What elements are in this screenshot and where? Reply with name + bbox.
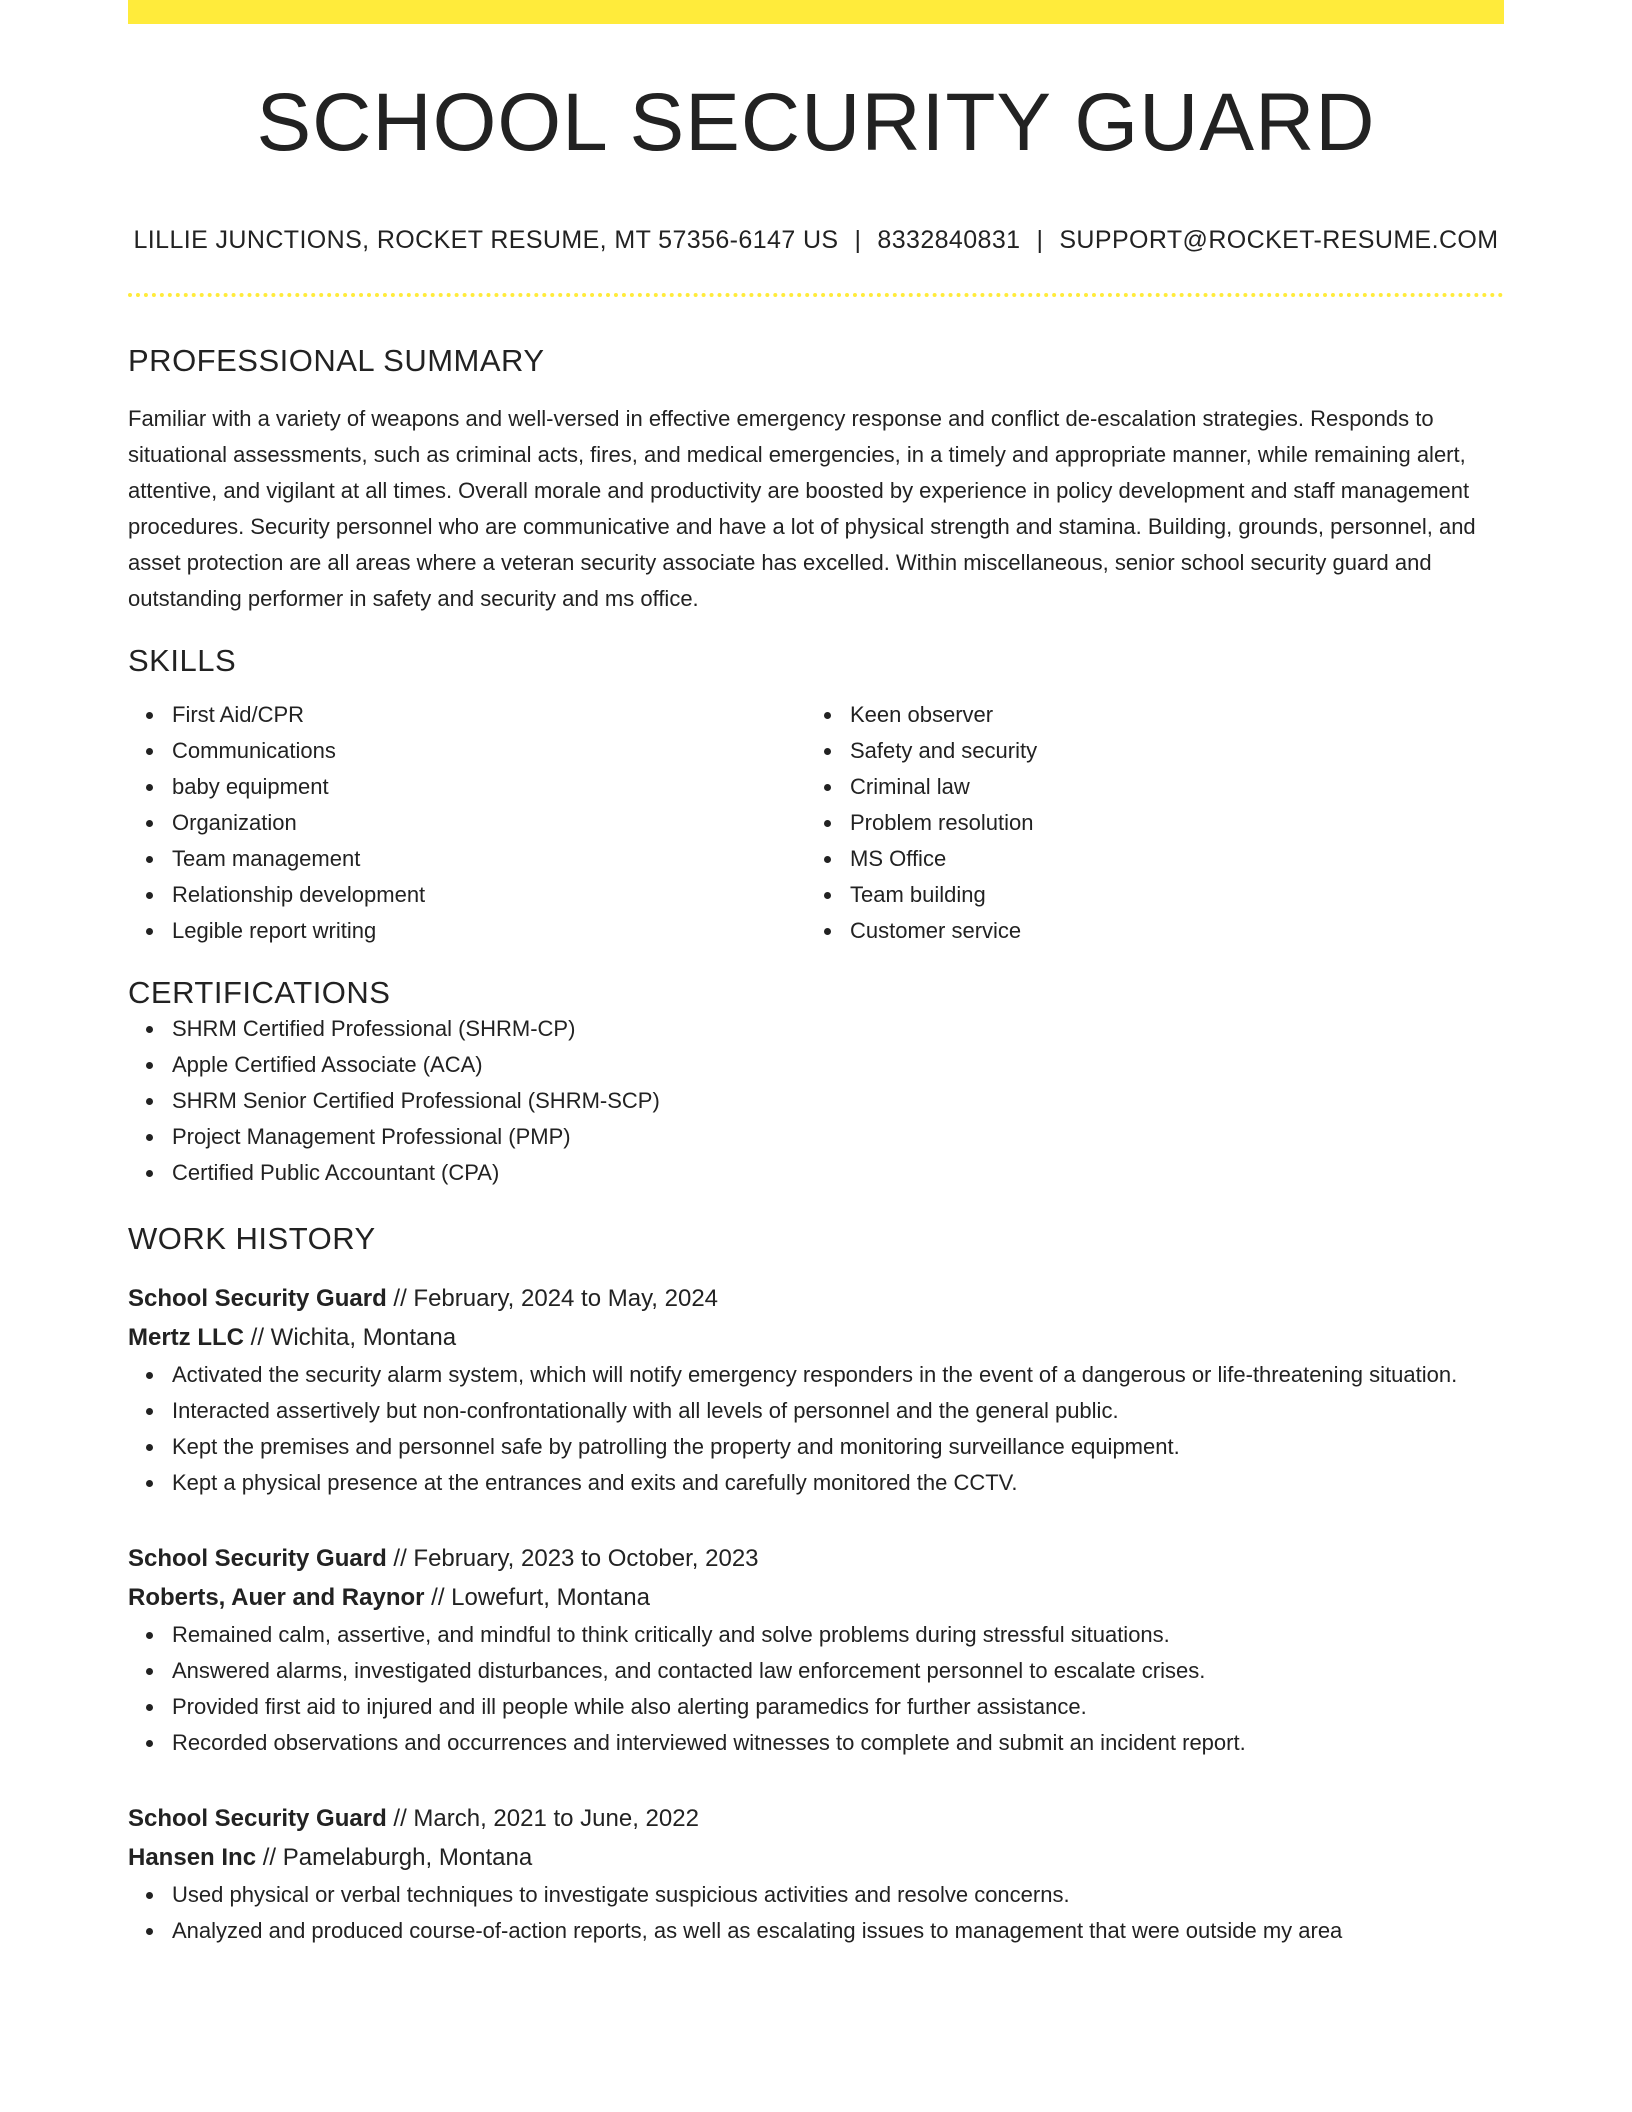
contact-email: SUPPORT@ROCKET-RESUME.COM [1059,226,1499,254]
job-dates: // February, 2023 to October, 2023 [393,1545,759,1572]
job-duty-item: Used physical or verbal techniques to investigate suspicious activities and resolve concerns. [172,1877,1504,1913]
job-company-line [128,1578,1504,1617]
skills-column-left [128,697,806,949]
job-company: Hansen Inc [128,1844,257,1871]
contact-address: LILLIE JUNCTIONS, ROCKET RESUME, MT 57356-6147 US [133,226,839,254]
certifications-list [128,1011,1504,1191]
job-duty-item: Kept the premises and personnel safe by patrolling the property and monitoring surveillance equipment. [172,1429,1504,1465]
contact-separator: | [854,226,862,254]
job-company: Mertz LLC [128,1324,244,1351]
job-location: // Pamelaburgh, Montana [262,1844,533,1871]
job-location: // Lowefurt, Montana [431,1584,650,1611]
job-dates: // March, 2021 to June, 2022 [393,1805,699,1832]
summary-heading: PROFESSIONAL SUMMARY [128,343,545,378]
skills-list-left [128,697,806,949]
job-duties-list [128,1617,1504,1761]
job-title: School Security Guard [128,1285,387,1312]
skill-item: Team management [172,841,806,877]
job-entry [128,1539,1504,1761]
certification-item: Certified Public Accountant (CPA) [172,1155,1504,1191]
job-duty-item: Provided first aid to injured and ill people while also alerting paramedics for further assistance. [172,1689,1504,1725]
job-entry [128,1279,1504,1501]
skill-item: Criminal law [850,769,1484,805]
job-duty-item: Answered alarms, investigated disturbances, and contacted law enforcement personnel to escalate crises. [172,1653,1504,1689]
skill-item: Communications [172,733,806,769]
job-dates: // February, 2024 to May, 2024 [393,1285,719,1312]
certification-item: Apple Certified Associate (ACA) [172,1047,1504,1083]
skill-item: baby equipment [172,769,806,805]
skill-item: Organization [172,805,806,841]
job-title-line [128,1799,1504,1838]
work-history-heading: WORK HISTORY [128,1221,376,1256]
resume-page [128,0,1504,1949]
skill-item: Legible report writing [172,913,806,949]
skills-heading: SKILLS [128,643,237,678]
certifications-heading: CERTIFICATIONS [128,975,391,1010]
job-location: // Wichita, Montana [250,1324,457,1351]
resume-title: SCHOOL SECURITY GUARD [256,77,1376,168]
skills-grid [128,697,1504,949]
contact-separator: | [1036,226,1044,254]
job-entry [128,1799,1504,1949]
skill-item: MS Office [850,841,1484,877]
certification-item: SHRM Senior Certified Professional (SHRM-SCP) [172,1083,1504,1119]
skill-item: Customer service [850,913,1484,949]
contact-line [128,226,1504,255]
skills-column-right [806,697,1484,949]
job-duty-item: Analyzed and produced course-of-action reports, as well as escalating issues to management that were outside my area [172,1913,1504,1949]
skill-item: First Aid/CPR [172,697,806,733]
skill-item: Keen observer [850,697,1484,733]
job-title-line [128,1279,1504,1318]
accent-top-bar [128,0,1504,24]
job-title-line [128,1539,1504,1578]
job-duty-item: Activated the security alarm system, which will notify emergency responders in the event of a dangerous or life-threatening situation. [172,1357,1504,1393]
job-title: School Security Guard [128,1805,387,1832]
job-duty-item: Kept a physical presence at the entrances and exits and carefully monitored the CCTV. [172,1465,1504,1501]
dotted-divider [128,293,1504,297]
job-duty-item: Remained calm, assertive, and mindful to think critically and solve problems during stressful situations. [172,1617,1504,1653]
contact-phone: 8332840831 [877,226,1021,254]
job-company-line [128,1318,1504,1357]
skill-item: Problem resolution [850,805,1484,841]
job-duty-item: Recorded observations and occurrences and interviewed witnesses to complete and submit an incident report. [172,1725,1504,1761]
job-duty-item: Interacted assertively but non-confrontationally with all levels of personnel and the general public. [172,1393,1504,1429]
certification-item: SHRM Certified Professional (SHRM-CP) [172,1011,1504,1047]
job-title: School Security Guard [128,1545,387,1572]
skill-item: Relationship development [172,877,806,913]
skills-list-right [806,697,1484,949]
job-company: Roberts, Auer and Raynor [128,1584,425,1611]
summary-text: Familiar with a variety of weapons and well-versed in effective emergency response and conflict de-escalation strategies. Responds to situational assessments, such as criminal acts, fires, and medical emergencies, in a timely and appropriate manner, while remaining alert, attentive, and vigilant at all times. Overall morale and productivity are boosted by experience in policy development and staff management procedures. Security personnel who are communicative and have a lot of physical strength and stamina. Building, grounds, personnel, and asset protection are all areas where a veteran security associate has excelled. Within miscellaneous, senior school security guard and outstanding performer in safety and security and ms office. [128,406,1476,611]
job-duties-list [128,1357,1504,1501]
job-company-line [128,1838,1504,1877]
certification-item: Project Management Professional (PMP) [172,1119,1504,1155]
skill-item: Team building [850,877,1484,913]
skill-item: Safety and security [850,733,1484,769]
job-duties-list [128,1877,1504,1949]
